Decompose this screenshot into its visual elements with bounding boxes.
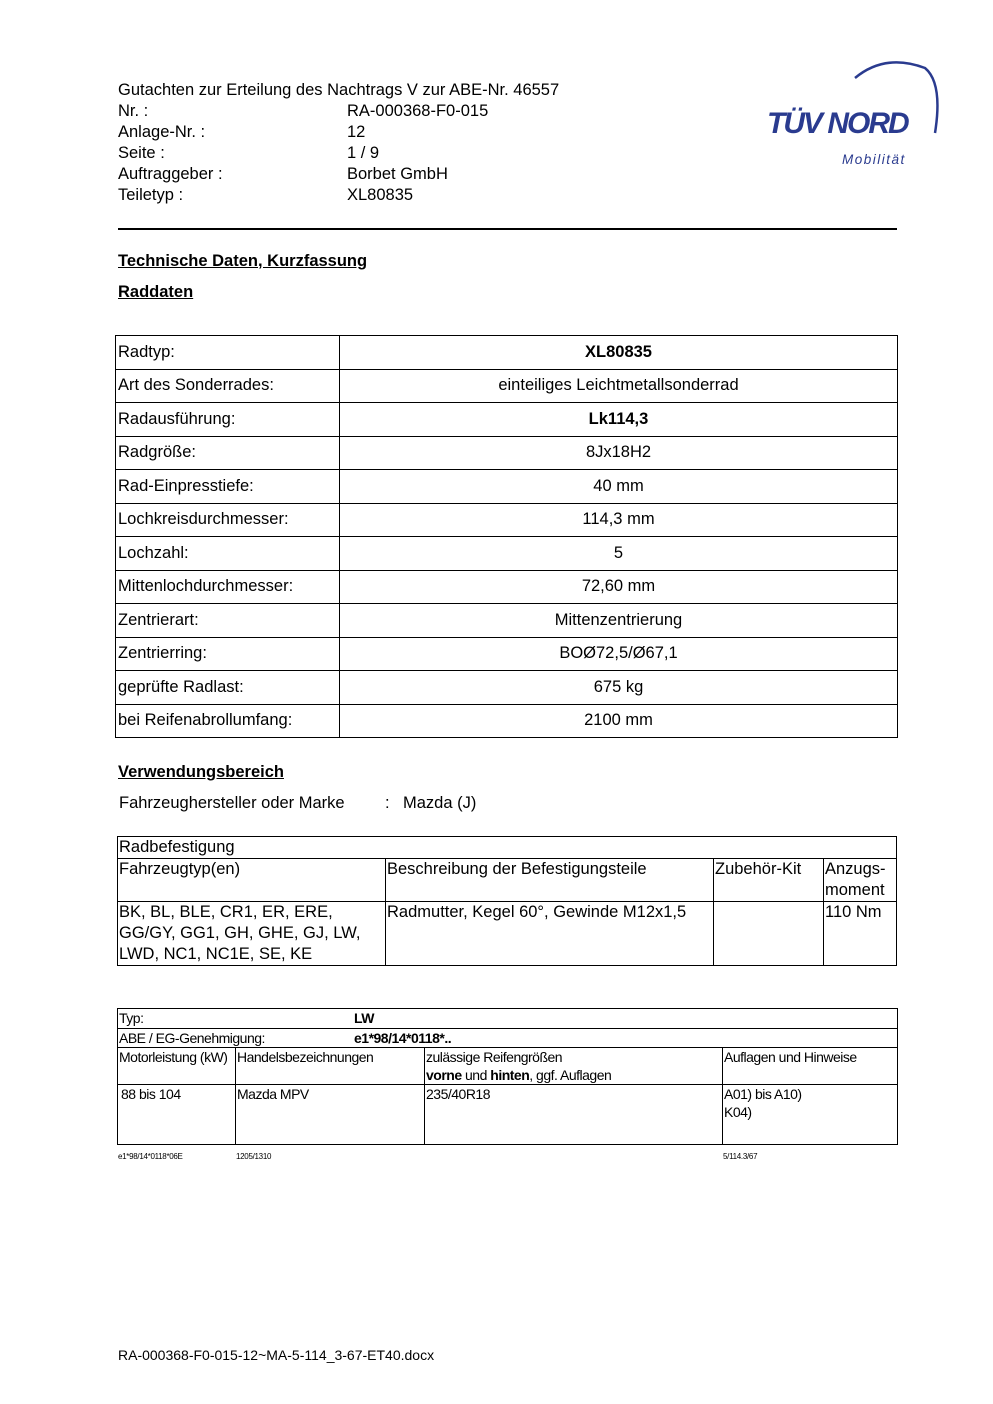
reifen-header-line1: zulässige Reifengrößen [426, 1049, 563, 1065]
logo-wordmark: TÜV NORD [767, 107, 908, 140]
code-ece: e1*98/14*0118*06E [118, 1152, 183, 1161]
header-value: RA-000368-F0-015 [347, 102, 489, 120]
header-cell: Zubehör-Kit [714, 859, 824, 902]
table-row [116, 369, 898, 403]
table-row [118, 902, 897, 966]
body-cell: Radmutter, Kegel 60°, Gewinde M12x1,5 [386, 902, 714, 966]
table-row [118, 859, 897, 902]
header-value: 1 / 9 [347, 144, 380, 162]
typ-cell [118, 1009, 898, 1029]
tuv-nord-logo [765, 58, 940, 173]
reifen-header-und: und [461, 1067, 491, 1083]
manufacturer-separator: : [385, 794, 390, 812]
manufacturer-label: Fahrzeughersteller oder Marke [119, 794, 345, 812]
header-value: 12 [347, 123, 366, 141]
header-cell-reifen [425, 1048, 723, 1085]
header-cell: Beschreibung der Befestigungsteile [386, 859, 714, 902]
row-label: Lochzahl: [116, 537, 340, 571]
typ-table [117, 1008, 898, 1145]
table-row [116, 537, 898, 571]
section-heading-verwendung: Verwendungsbereich [118, 763, 284, 781]
row-value: XL80835 [340, 336, 898, 370]
table-row [118, 837, 897, 859]
header-label: Seite : [118, 144, 165, 162]
section-heading-raddaten: Raddaten [118, 283, 194, 301]
table-row [116, 470, 898, 504]
header-cell: Fahrzeugtyp(en) [118, 859, 386, 902]
abe-cell [118, 1029, 898, 1048]
manufacturer-line [119, 794, 719, 816]
header-cell: Handelsbezeichnungen [236, 1048, 425, 1085]
manufacturer-value: Mazda (J) [403, 794, 477, 812]
header-label: Nr. : [118, 102, 149, 120]
auflagen-cell [723, 1085, 898, 1145]
row-value: 114,3 mm [340, 503, 898, 537]
header-row-anlage [118, 123, 618, 144]
report-title: Gutachten zur Erteilung des Nachtrags V zur ABE-Nr. 46557 [118, 81, 560, 99]
row-label: geprüfte Radlast: [116, 671, 340, 705]
table-row [116, 637, 898, 671]
header-label: Teiletyp : [118, 186, 184, 204]
row-value: 2100 mm [340, 704, 898, 738]
row-value: 8Jx18H2 [340, 436, 898, 470]
header-value: Borbet GmbH [347, 165, 448, 183]
raddaten-table [115, 335, 898, 738]
row-label: Lochkreisdurchmesser: [116, 503, 340, 537]
table-row [116, 403, 898, 437]
row-value: 675 kg [340, 671, 898, 705]
row-value: Mittenzentrierung [340, 604, 898, 638]
table-row [118, 1029, 898, 1048]
table-row [116, 604, 898, 638]
befestigung-title: Radbefestigung [118, 837, 897, 859]
table-row [116, 436, 898, 470]
table-row [116, 336, 898, 370]
row-value: 5 [340, 537, 898, 571]
header-row-nr [118, 102, 618, 123]
header-label: Auftraggeber : [118, 165, 223, 183]
table-row [116, 570, 898, 604]
row-value: Lk114,3 [340, 403, 898, 437]
motor-cell: 88 bis 104 [118, 1085, 236, 1145]
section-heading-technische: Technische Daten, Kurzfassung [118, 252, 368, 270]
row-label: bei Reifenabrollumfang: [116, 704, 340, 738]
befestigung-table [117, 836, 897, 966]
header-cell: Anzugs- moment [824, 859, 897, 902]
header-cell: Motorleistung (kW) [118, 1048, 236, 1085]
row-label: Radtyp: [116, 336, 340, 370]
logo-subtitle: Mobilität [842, 152, 906, 167]
row-label: Art des Sonderrades: [116, 369, 340, 403]
row-label: Zentrierart: [116, 604, 340, 638]
row-label: Radausführung: [116, 403, 340, 437]
table-row [116, 671, 898, 705]
row-label: Rad-Einpresstiefe: [116, 470, 340, 504]
header-row-seite [118, 144, 618, 165]
header-divider [118, 228, 897, 230]
header-label: Anlage-Nr. : [118, 123, 206, 141]
footer-filename: RA-000368-F0-015-12~MA-5-114_3-67-ET40.docx [118, 1347, 435, 1363]
header-value: XL80835 [347, 186, 414, 204]
body-cell [714, 902, 824, 966]
header-row-auftraggeber [118, 165, 618, 186]
row-label: Radgröße: [116, 436, 340, 470]
auflagen-line2: K04) [724, 1104, 752, 1120]
body-cell: 110 Nm [824, 902, 897, 966]
abe-label: ABE / EG-Genehmigung: [119, 1030, 265, 1046]
row-value: 40 mm [340, 470, 898, 504]
typ-value: LW [354, 1010, 374, 1026]
reifen-header-rest: , ggf. Auflagen [529, 1067, 612, 1083]
handel-cell: Mazda MPV [236, 1085, 425, 1145]
table-row [118, 1048, 898, 1085]
row-value: einteiliges Leichtmetallsonderrad [340, 369, 898, 403]
header-row-teiletyp [118, 186, 618, 207]
row-label: Mittenlochdurchmesser: [116, 570, 340, 604]
row-value: 72,60 mm [340, 570, 898, 604]
table-row [116, 704, 898, 738]
code-pattern: 5/114.3/67 [723, 1152, 758, 1161]
abe-value: e1*98/14*0118*.. [354, 1030, 452, 1046]
table-row [118, 1009, 898, 1029]
reifen-cell: 235/40R18 [425, 1085, 723, 1145]
reifen-header-vorne: vorne [426, 1067, 462, 1083]
header-cell: Auflagen und Hinweise [723, 1048, 898, 1085]
body-cell: BK, BL, BLE, CR1, ER, ERE, GG/GY, GG1, GH, GHE, GJ, LW, LWD, NC1, NC1E, SE, KE [118, 902, 386, 966]
table-row [116, 503, 898, 537]
row-label: Zentrierring: [116, 637, 340, 671]
row-value: BOØ72,5/Ø67,1 [340, 637, 898, 671]
table-row [118, 1085, 898, 1145]
reifen-header-hinten: hinten [490, 1067, 530, 1083]
code-date: 1205/1310 [236, 1152, 272, 1161]
typ-label: Typ: [119, 1010, 144, 1026]
auflagen-line1: A01) bis A10) [724, 1086, 802, 1102]
